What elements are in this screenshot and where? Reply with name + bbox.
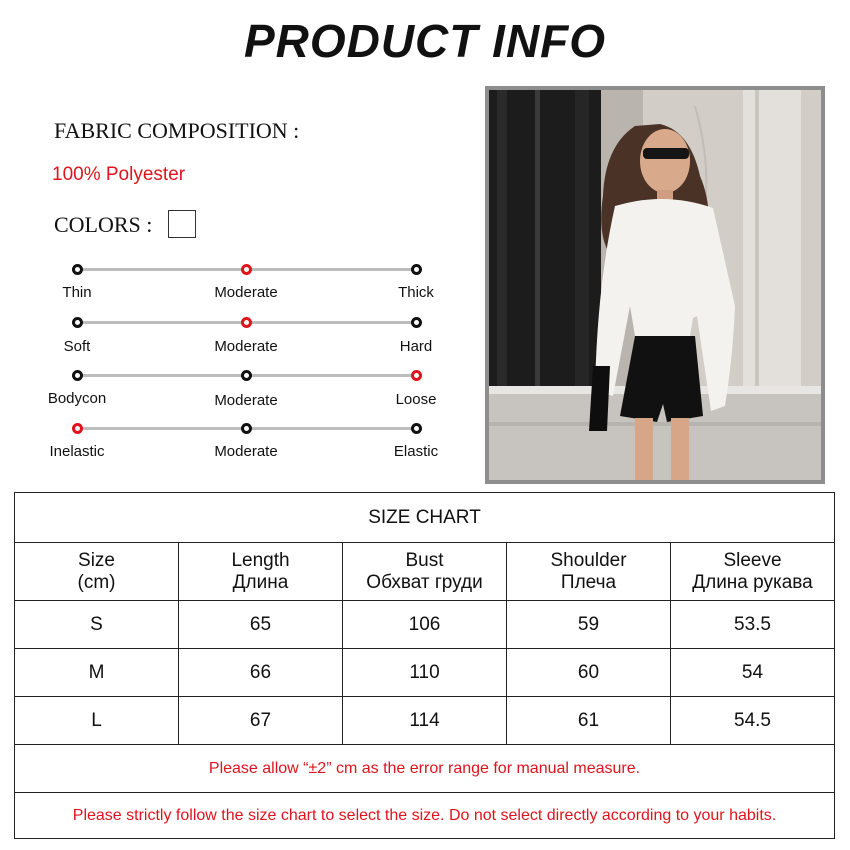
scale-dot-hard xyxy=(411,317,422,328)
cell-bust: 110 xyxy=(343,649,507,697)
size-chart-title: SIZE CHART xyxy=(15,493,835,543)
cell-shoulder: 59 xyxy=(507,601,671,649)
header-shoulder xyxy=(507,543,671,601)
softness-scale xyxy=(28,317,468,357)
scale-label-thick: Thick xyxy=(398,284,434,301)
fabric-composition-label: FABRIC COMPOSITION : xyxy=(54,118,300,143)
scale-dot-elastic xyxy=(411,423,422,434)
header-size-line1: Size xyxy=(78,549,115,571)
scale-label-moderate: Moderate xyxy=(214,338,278,355)
measurement-error-note: Please allow “±2” cm as the error range for manual measure. xyxy=(15,745,835,793)
header-bust xyxy=(343,543,507,601)
product-photo xyxy=(485,86,825,484)
cell-sleeve: 53.5 xyxy=(671,601,835,649)
cell-size: L xyxy=(15,697,179,745)
cell-shoulder: 61 xyxy=(507,697,671,745)
size-selection-note: Please strictly follow the size chart to select the size. Do not select directly according to your habits. xyxy=(15,793,835,839)
scale-dot-bodycon xyxy=(72,370,83,381)
header-shoulder-line2: Плеча xyxy=(560,571,617,593)
cell-length: 67 xyxy=(179,697,343,745)
scale-label-thin: Thin xyxy=(62,284,92,301)
scale-dot-moderate xyxy=(241,370,252,381)
header-size-line2: (cm) xyxy=(77,571,116,593)
scale-label-moderate: Moderate xyxy=(214,392,278,409)
header-sleeve-line1: Sleeve xyxy=(723,549,782,571)
scale-label-moderate: Moderate xyxy=(214,284,278,301)
scale-dot-soft xyxy=(72,317,83,328)
cell-length: 66 xyxy=(179,649,343,697)
scale-dot-moderate xyxy=(241,264,252,275)
header-sleeve-line2: Длина рукава xyxy=(692,571,813,593)
scale-dot-moderate xyxy=(241,423,252,434)
size-chart-header-row xyxy=(15,543,835,601)
scale-label-loose: Loose xyxy=(395,391,437,408)
page-title: PRODUCT INFO xyxy=(243,15,607,67)
cell-size: S xyxy=(15,601,179,649)
cell-length: 65 xyxy=(179,601,343,649)
header-length xyxy=(179,543,343,601)
elasticity-scale xyxy=(28,423,468,463)
scale-dot-thick xyxy=(411,264,422,275)
header-bust-line1: Bust xyxy=(405,549,444,571)
table-row xyxy=(15,697,835,745)
scale-label-hard: Hard xyxy=(399,338,433,355)
scale-dot-inelastic xyxy=(72,423,83,434)
cell-sleeve: 54.5 xyxy=(671,697,835,745)
scale-dot-moderate xyxy=(241,317,252,328)
scale-label-bodycon: Bodycon xyxy=(47,390,107,407)
thickness-scale xyxy=(28,264,468,304)
scale-label-inelastic: Inelastic xyxy=(49,443,105,460)
header-length-line1: Length xyxy=(231,549,290,571)
header-bust-line2: Обхват груди xyxy=(366,571,483,593)
fabric-composition-value: 100% Polyester xyxy=(52,164,186,185)
header-size xyxy=(15,543,179,601)
header-sleeve xyxy=(671,543,835,601)
scale-label-elastic: Elastic xyxy=(393,443,439,460)
cell-shoulder: 60 xyxy=(507,649,671,697)
table-row xyxy=(15,601,835,649)
model-photo-illustration xyxy=(485,86,825,484)
table-row xyxy=(15,649,835,697)
scale-dot-loose xyxy=(411,370,422,381)
header-length-line2: Длина xyxy=(232,571,289,593)
cell-sleeve: 54 xyxy=(671,649,835,697)
color-swatch-white[interactable] xyxy=(168,210,196,238)
size-chart-table xyxy=(14,492,835,839)
scale-dot-thin xyxy=(72,264,83,275)
header-shoulder-line1: Shoulder xyxy=(550,549,627,571)
scale-label-soft: Soft xyxy=(63,338,91,355)
cell-bust: 106 xyxy=(343,601,507,649)
cell-bust: 114 xyxy=(343,697,507,745)
fit-scale xyxy=(28,370,468,410)
scale-label-moderate: Moderate xyxy=(214,443,278,460)
colors-label: COLORS : xyxy=(54,212,153,237)
cell-size: M xyxy=(15,649,179,697)
